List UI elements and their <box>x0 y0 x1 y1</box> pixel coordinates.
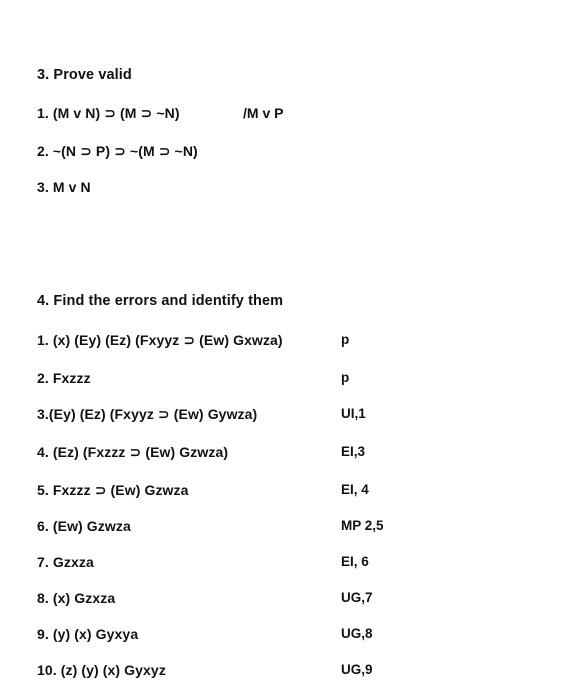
proof-step-7-justification: EI, 6 <box>341 554 369 569</box>
problem3-premise-3: 3. M v N <box>37 179 91 195</box>
proof-step-4: 4. (Ez) (Fxzzz ⊃ (Ew) Gzwza) <box>37 444 229 460</box>
proof-step-9: 9. (y) (x) Gyxya <box>37 626 139 642</box>
proof-step-1-justification: p <box>341 332 350 347</box>
problem3-premise-1: 1. (M v N) ⊃ (M ⊃ ~N) <box>37 105 180 121</box>
proof-step-4-justification: EI,3 <box>341 444 366 459</box>
proof-step-9-justification: UG,8 <box>341 626 373 641</box>
proof-step-7: 7. Gzxza <box>37 554 94 570</box>
proof-step-8-justification: UG,7 <box>341 590 373 605</box>
problem3-heading: 3. Prove valid <box>37 67 132 83</box>
proof-step-5: 5. Fxzzz ⊃ (Ew) Gzwza <box>37 482 189 498</box>
problem4-heading: 4. Find the errors and identify them <box>37 293 284 309</box>
proof-step-5-justification: EI, 4 <box>341 482 369 497</box>
proof-step-10: 10. (z) (y) (x) Gyxyz <box>37 662 166 678</box>
proof-step-6-justification: MP 2,5 <box>341 518 384 533</box>
proof-step-8: 8. (x) Gzxza <box>37 590 116 606</box>
problem3-premise-2: 2. ~(N ⊃ P) ⊃ ~(M ⊃ ~N) <box>37 143 198 159</box>
proof-step-3-justification: UI,1 <box>341 406 366 421</box>
proof-step-6: 6. (Ew) Gzwza <box>37 518 131 534</box>
proof-step-1: 1. (x) (Ey) (Ez) (Fxyyz ⊃ (Ew) Gxwza) <box>37 332 283 348</box>
problem3-conclusion: /M v P <box>243 105 284 121</box>
proof-step-3: 3.(Ey) (Ez) (Fxyyz ⊃ (Ew) Gywza) <box>37 406 258 422</box>
proof-step-2: 2. Fxzzz <box>37 370 91 386</box>
proof-step-2-justification: p <box>341 370 350 385</box>
proof-step-10-justification: UG,9 <box>341 662 373 677</box>
